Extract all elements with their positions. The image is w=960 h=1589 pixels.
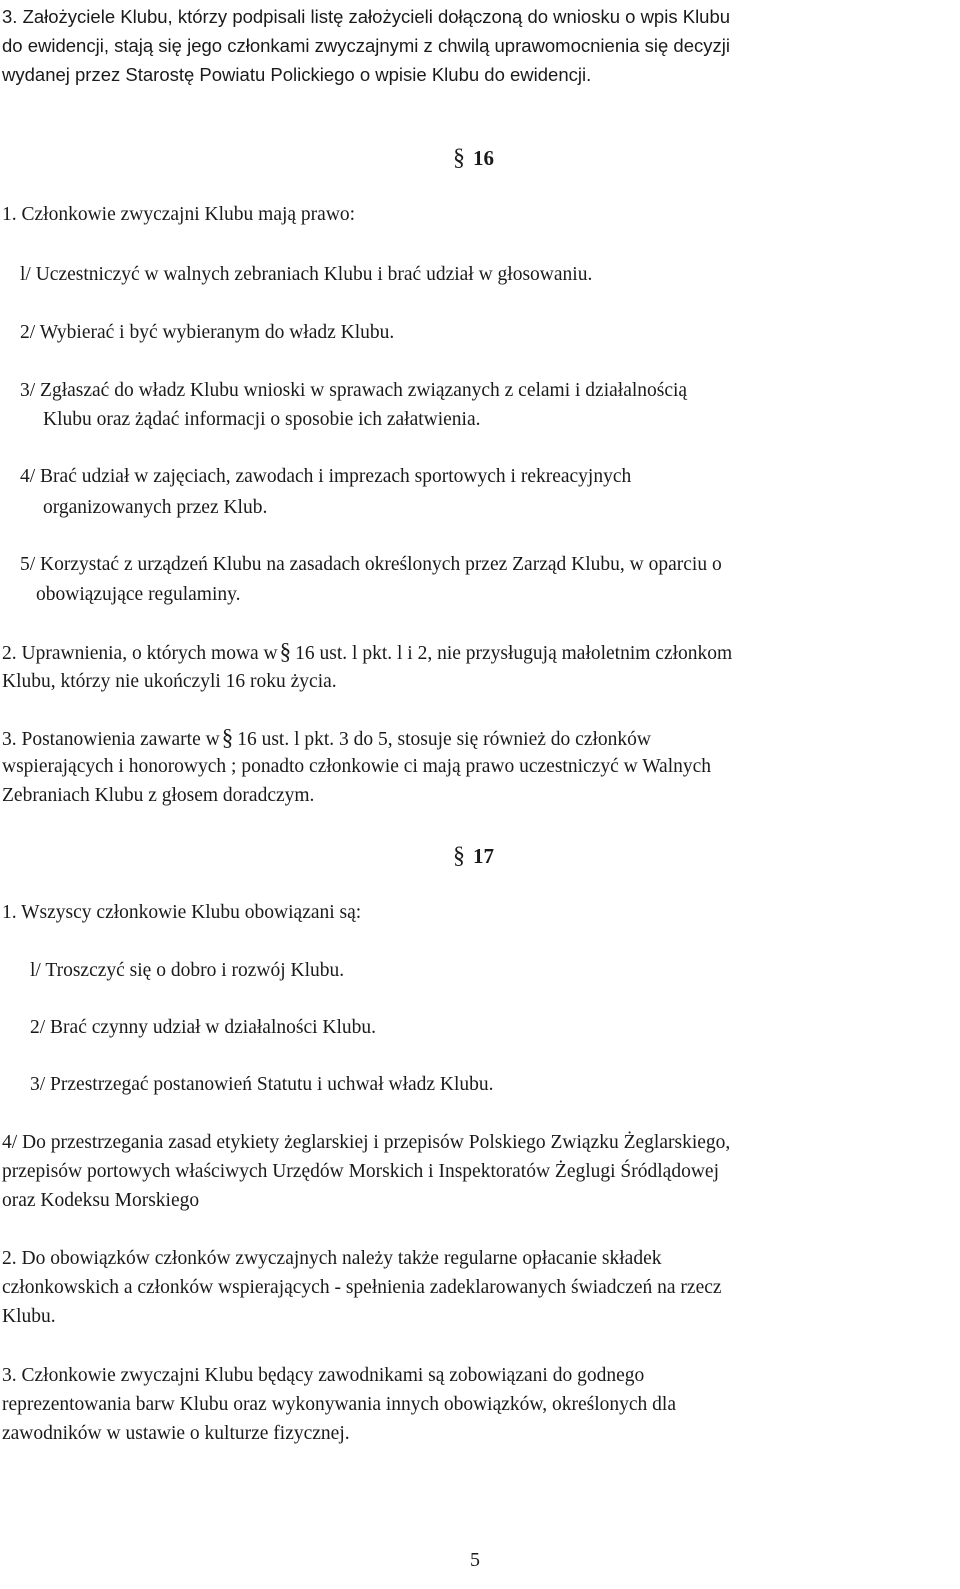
section-16-item-2: 2/ Wybierać i być wybieranym do władz Klubu. (20, 322, 395, 343)
section-16-number: 16 (473, 146, 494, 170)
page-number: 5 (470, 1549, 480, 1571)
section-16-para-3-line-2: wspierających i honorowych ; ponadto członkowie ci mają prawo uczestniczyć w Walnych (2, 756, 712, 777)
section-16-para-2-line-2: Klubu, którzy nie ukończyli 16 roku życia. (2, 671, 337, 692)
section-17-item-4-line-1: 4/ Do przestrzegania zasad etykiety żeglarskiej i przepisów Polskiego Związku Żeglarskiego, (2, 1132, 731, 1153)
section-16-item-3-line-2: Klubu oraz żądać informacji o sposobie ich załatwienia. (43, 409, 481, 430)
section-17-para-3-line-2: reprezentowania barw Klubu oraz wykonywania innych obowiązków, określonych dla (2, 1394, 676, 1415)
section-17-item-4-line-2: przepisów portowych właściwych Urzędów Morskich i Inspektoratów Żeglugi Śródlądowej (2, 1161, 719, 1182)
section-17-para-1: 1. Wszyscy członkowie Klubu obowiązani są: (2, 902, 362, 923)
section-17-para-3-line-1: 3. Członkowie zwyczajni Klubu będący zawodnikami są zobowiązani do godnego (2, 1365, 645, 1386)
section-17-item-4-line-3: oraz Kodeksu Morskiego (2, 1190, 200, 1211)
section-17-item-2: 2/ Brać czynny udział w działalności Klubu. (30, 1017, 377, 1038)
section-17-heading (453, 842, 494, 871)
section-17-para-2-line-3: Klubu. (2, 1306, 56, 1327)
para-2-text-end: 16 ust. l pkt. l i 2, nie przysługują małoletnim członkom (295, 643, 733, 664)
section-16-para-2-line-1 (2, 637, 732, 668)
para-2-text-start: 2. Uprawnienia, o których mowa w (2, 643, 278, 664)
section-17-item-3: 3/ Przestrzegać postanowień Statutu i uchwał władz Klubu. (30, 1074, 494, 1095)
section-symbol: § (453, 843, 465, 869)
section-16-item-3-line-1: 3/ Zgłaszać do władz Klubu wnioski w sprawach związanych z celami i działalnością (20, 380, 688, 401)
section-16-item-5-line-1: 5/ Korzystać z urządzeń Klubu na zasadach określonych przez Zarząd Klubu, w oparciu o (20, 554, 722, 575)
intro-line-1: 3. Założyciele Klubu, którzy podpisali listę założycieli dołączoną do wniosku o wpis Klubu (2, 6, 731, 27)
section-16-item-5-line-2: obowiązujące regulaminy. (36, 584, 241, 605)
section-16-heading (453, 144, 494, 173)
para-3-text-end: 16 ust. l pkt. 3 do 5, stosuje się również do członków (237, 729, 651, 750)
para-3-text-start: 3. Postanowienia zawarte w (2, 729, 220, 750)
section-symbol-inline: § (279, 639, 292, 664)
section-16-item-4-line-1: 4/ Brać udział w zajęciach, zawodach i imprezach sportowych i rekreacyjnych (20, 466, 632, 487)
section-symbol-inline: § (221, 725, 234, 750)
section-16-item-4-line-2: organizowanych przez Klub. (43, 497, 268, 518)
section-17-item-1: l/ Troszczyć się o dobro i rozwój Klubu. (30, 960, 345, 981)
section-17-para-2-line-2: członkowskich a członków wspierających - spełnienia zadeklarowanych świadczeń na rzecz (2, 1277, 722, 1298)
section-17-para-2-line-1: 2. Do obowiązków członków zwyczajnych należy także regularne opłacanie składek (2, 1248, 662, 1269)
section-symbol: § (453, 145, 465, 171)
section-16-para-3-line-1 (2, 723, 651, 754)
section-16-para-1: 1. Członkowie zwyczajni Klubu mają prawo: (2, 204, 356, 225)
section-17-number: 17 (473, 844, 494, 868)
section-16-para-3-line-3: Zebraniach Klubu z głosem doradczym. (2, 785, 315, 806)
section-17-para-3-line-3: zawodników w ustawie o kulturze fizycznej. (2, 1423, 350, 1444)
intro-line-3: wydanej przez Starostę Powiatu Polickiego o wpisie Klubu do ewidencji. (2, 64, 592, 85)
intro-line-2: do ewidencji, stają się jego członkami zwyczajnymi z chwilą uprawomocnienia się decyzji (2, 35, 730, 56)
section-16-item-1: l/ Uczestniczyć w walnych zebraniach Klubu i brać udział w głosowaniu. (20, 264, 593, 285)
